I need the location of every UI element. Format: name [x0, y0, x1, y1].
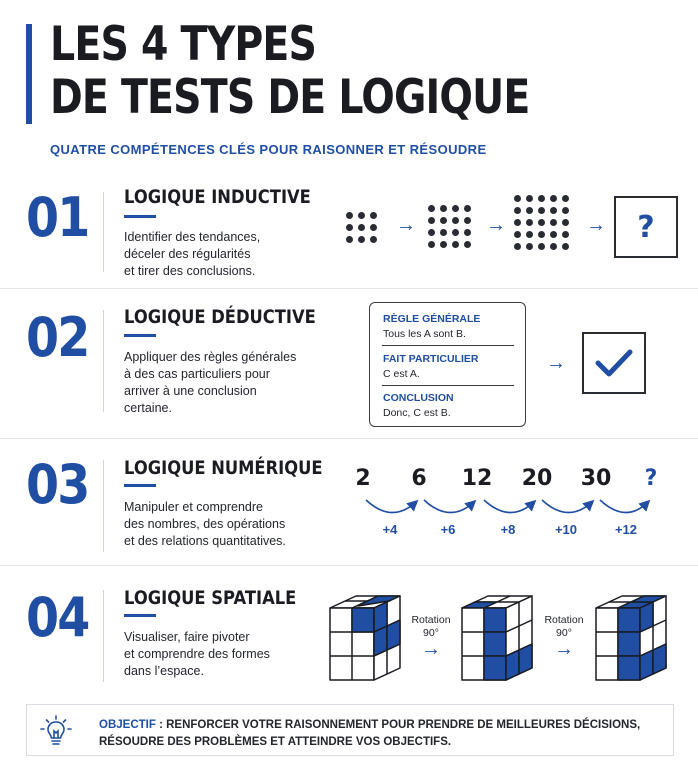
description-line: Visualiser, faire pivoter — [124, 630, 250, 644]
sequence-unknown: ? — [644, 466, 658, 491]
description-line: et des relations quantitatives. — [124, 534, 286, 548]
conclusion-text: Donc, C est B. — [383, 407, 451, 419]
description-line: dans l’espace. — [124, 664, 204, 678]
rotation-label — [401, 614, 461, 640]
description-line: Appliquer des règles générales — [124, 350, 297, 364]
rule-text: Tous les A sont B. — [383, 328, 466, 340]
objective-label: OBJECTIF — [99, 719, 156, 731]
objective-text — [99, 717, 640, 751]
rule-label: RÈGLE GÉNÉRALE — [383, 313, 481, 325]
lightbulb-icon — [39, 714, 73, 748]
objective-line-1: : RENFORCER VOTRE RAISONNEMENT POUR PRENDRE DE MEILLEURES DÉCISIONS, — [155, 719, 641, 731]
sequence-number: 12 — [461, 466, 493, 491]
objective-line-2: RÉSOUDRE DES PROBLÈMES ET ATTEINDRE VOS OBJECTIFS. — [99, 736, 452, 748]
description-line: déceler des régularités — [124, 247, 251, 261]
cube-1 — [330, 596, 400, 680]
description-line: certaine. — [124, 401, 172, 415]
increment-label: +8 — [500, 522, 516, 537]
description-line: à des cas particuliers pour — [124, 367, 270, 381]
description-line: Identifier des tendances, — [124, 230, 261, 244]
arrow-right-icon: → — [586, 214, 606, 236]
conclusion-label: CONCLUSION — [383, 392, 454, 404]
increment-label: +10 — [554, 522, 578, 537]
section-title: LOGIQUE NUMÉRIQUE — [124, 457, 323, 479]
section-number: 01 — [26, 186, 89, 249]
section-number: 03 — [26, 453, 89, 516]
increment-label: +4 — [382, 522, 398, 537]
sequence-number: 30 — [580, 466, 612, 491]
sequence-number: 20 — [521, 466, 553, 491]
rotation-text: Rotation — [544, 614, 584, 626]
sequence-number: 2 — [355, 466, 371, 491]
fact-text: C est A. — [383, 368, 420, 380]
page-subtitle: QUATRE COMPÉTENCES CLÉS POUR RAISONNER ET RÉSOUDRE — [50, 142, 487, 157]
title-line-1: LES 4 TYPES — [50, 17, 317, 72]
description-line: arriver à une conclusion — [124, 384, 257, 398]
arrow-right-icon: → — [546, 352, 566, 374]
fact-label: FAIT PARTICULIER — [383, 353, 479, 365]
rotation-label — [534, 614, 594, 640]
arrow-right-icon: → — [421, 638, 441, 660]
section-title: LOGIQUE SPATIALE — [124, 587, 297, 609]
increment-label: +12 — [614, 522, 638, 537]
description-line: Manipuler et comprendre — [124, 500, 263, 514]
objective-banner — [26, 704, 674, 756]
arrow-right-icon: → — [486, 214, 506, 236]
arrow-right-icon: → — [554, 638, 574, 660]
rotation-angle: 90° — [423, 627, 439, 639]
increment-label: +6 — [440, 522, 456, 537]
description-line: et tirer des conclusions. — [124, 264, 256, 278]
title-line-2: DE TESTS DE LOGIQUE — [50, 70, 530, 125]
cube-2 — [462, 596, 532, 680]
cube-3 — [596, 596, 666, 680]
section-title: LOGIQUE DÉDUCTIVE — [124, 306, 316, 328]
description-line: des nombres, des opérations — [124, 517, 286, 531]
description-line: et comprendre des formes — [124, 647, 270, 661]
question-mark: ? — [637, 209, 655, 245]
sequence-number: 6 — [411, 466, 427, 491]
rotation-text: Rotation — [411, 614, 451, 626]
arrow-right-icon: → — [396, 214, 416, 236]
rotation-angle: 90° — [556, 627, 572, 639]
section-title: LOGIQUE INDUCTIVE — [124, 186, 311, 208]
section-number: 02 — [26, 306, 89, 369]
section-number: 04 — [26, 586, 89, 649]
